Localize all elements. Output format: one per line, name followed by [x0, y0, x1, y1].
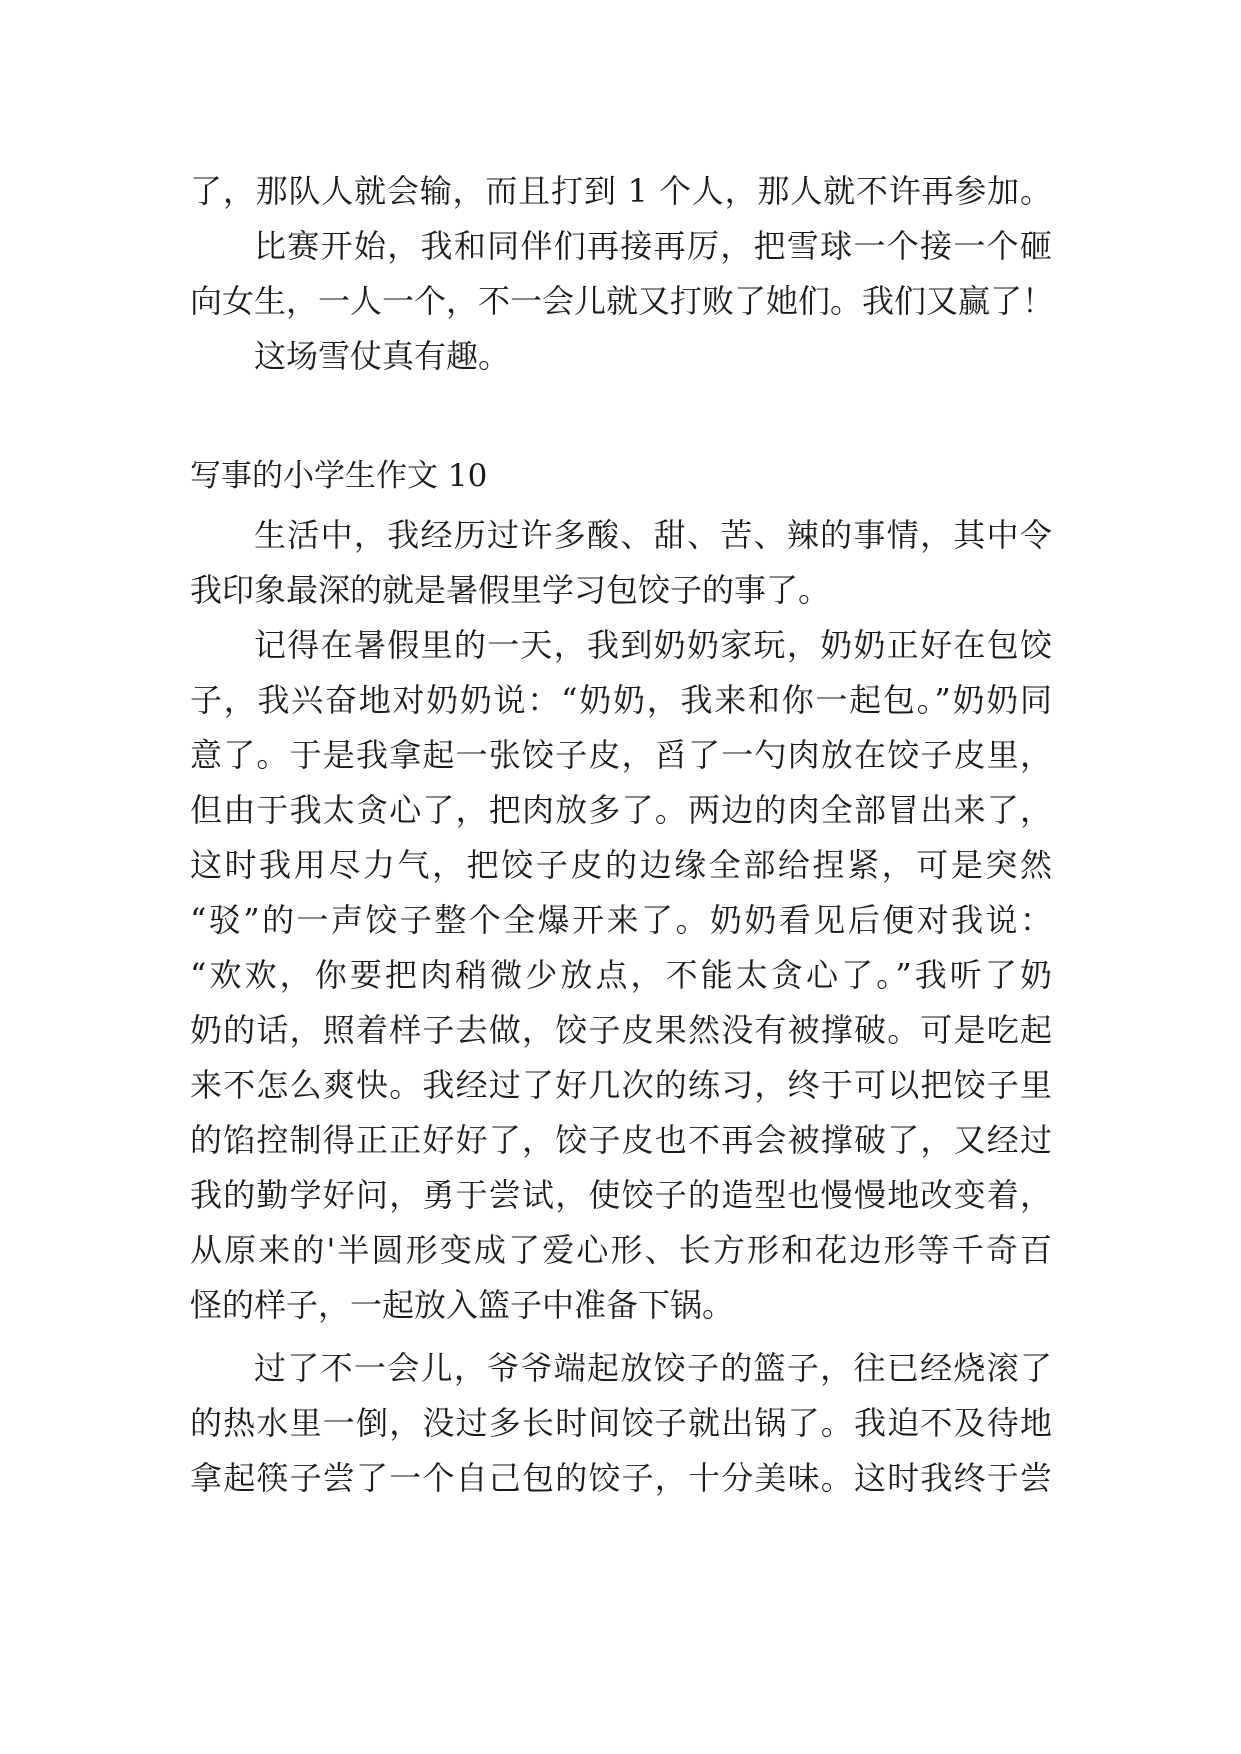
text-line: 我印象最深的就是暑假里学习包饺子的事了。 [190, 571, 831, 609]
text-line: 的热水里一倒，没过多长时间饺子就出锅了。我迫不及待地 [190, 1404, 1052, 1442]
text-line: 意了。于是我拿起一张饺子皮，舀了一勺肉放在饺子皮里， [190, 736, 1052, 774]
paragraph-start-line: 记得在暑假里的一天，我到奶奶家玩，奶奶正好在包饺 [254, 626, 1052, 664]
text-line: 向女生，一人一个，不一会儿就又打败了她们。我们又赢了！ [190, 282, 1055, 320]
text-line: “欢欢，你要把肉稍微少放点，不能太贪心了。”我听了奶 [190, 956, 1052, 994]
paragraph-start-line: 这场雪仗真有趣。 [254, 337, 511, 375]
text-line: 了，那队人就会输，而且打到 1 个人，那人就不许再参加。 [190, 172, 1052, 210]
text-line: 拿起筷子尝了一个自己包的饺子，十分美味。这时我终于尝 [190, 1459, 1052, 1497]
paragraph-start-line: 生活中，我经历过许多酸、甜、苦、辣的事情，其中令 [254, 516, 1052, 554]
text-line: “驳”的一声饺子整个全爆开来了。奶奶看见后便对我说： [190, 901, 1052, 939]
text-line: 我的勤学好问，勇于尝试，使饺子的造型也慢慢地改变着， [190, 1176, 1052, 1214]
text-line: 奶的话，照着样子去做，饺子皮果然没有被撑破。可是吃起 [190, 1011, 1052, 1049]
text-line: 这时我用尽力气，把饺子皮的边缘全部给捏紧，可是突然 [190, 846, 1052, 884]
text-line: 从原来的'半圆形变成了爱心形、长方形和花边形等千奇百 [190, 1231, 1052, 1269]
text-line: 子，我兴奋地对奶奶说：“奶奶，我来和你一起包。”奶奶同 [190, 681, 1052, 719]
text-line: 但由于我太贪心了，把肉放多了。两边的肉全部冒出来了， [190, 791, 1052, 829]
text-line: 怪的样子，一起放入篮子中准备下锅。 [190, 1286, 735, 1324]
paragraph-start-line: 过了不一会儿，爷爷端起放饺子的篮子，往已经烧滚了 [254, 1349, 1052, 1387]
paragraph-start-line: 比赛开始，我和同伴们再接再厉，把雪球一个接一个砸 [254, 227, 1052, 265]
text-line: 来不怎么爽快。我经过了好几次的练习，终于可以把饺子里 [190, 1066, 1052, 1104]
section-heading: 写事的小学生作文 10 [190, 458, 488, 494]
text-line: 的馅控制得正正好好了，饺子皮也不再会被撑破了，又经过 [190, 1121, 1052, 1159]
